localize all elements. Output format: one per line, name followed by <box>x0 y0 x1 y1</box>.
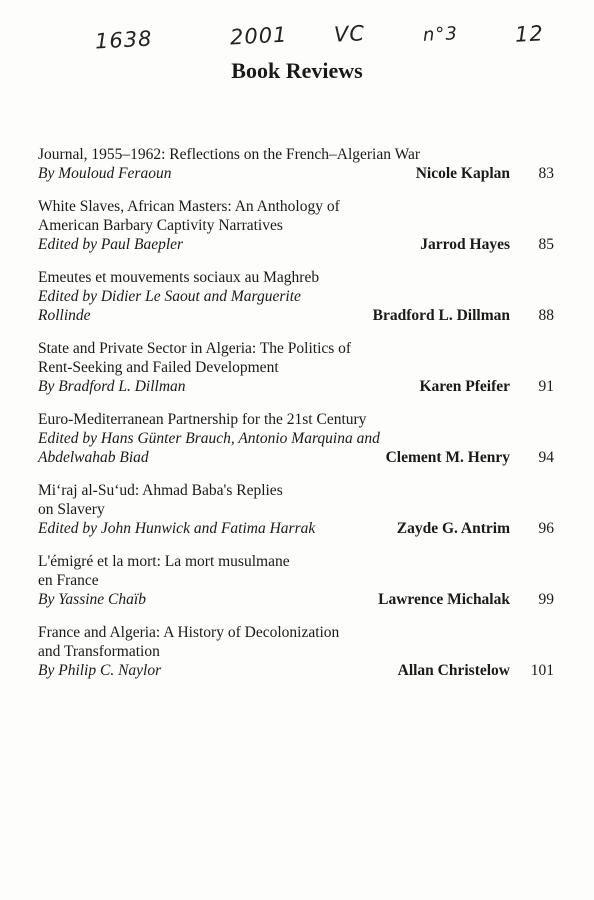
entry-final-line <box>38 235 554 254</box>
entry-final-line <box>38 377 554 396</box>
entry-final-line <box>38 590 554 609</box>
page-heading: Book Reviews <box>231 58 363 83</box>
reviewer-name: Lawrence Michalak <box>378 591 510 608</box>
book-credit-line: Edited by Hans Günter Brauch, Antonio Marquina and <box>38 430 380 447</box>
page-number: 91 <box>538 378 554 395</box>
reviewer-name: Nicole Kaplan <box>415 165 510 182</box>
handwritten-note: 2001 <box>229 22 289 50</box>
book-title-line: en France <box>38 572 99 589</box>
page-number: 99 <box>538 591 554 608</box>
entry-final-line <box>38 306 554 325</box>
page-number: 85 <box>538 236 554 253</box>
entry-final-line <box>38 164 554 183</box>
book-credit-line: Edited by John Hunwick and Fatima Harrak <box>38 520 316 537</box>
book-title-line: Rent-Seeking and Failed Development <box>38 359 279 376</box>
book-credit-line: Rollinde <box>38 307 91 324</box>
review-entry <box>38 552 554 609</box>
handwritten-note: VC <box>333 21 366 47</box>
handwritten-note: 1638 <box>94 26 154 54</box>
book-credit-line: Edited by Paul Baepler <box>38 236 184 253</box>
book-title-line: Journal, 1955–1962: Reflections on the French–Algerian War <box>38 146 421 163</box>
page-number: 88 <box>538 307 554 324</box>
book-title-line: France and Algeria: A History of Decolonization <box>38 624 340 641</box>
review-entry <box>38 197 554 254</box>
review-entry <box>38 623 554 680</box>
book-title-line: White Slaves, African Masters: An Anthology of <box>38 198 340 215</box>
handwritten-note: 12 <box>514 21 545 47</box>
book-credit-line: Abdelwahab Biad <box>38 449 149 466</box>
entry-final-line <box>38 448 554 467</box>
book-title-line: L'émigré et la mort: La mort musulmane <box>38 553 290 570</box>
book-title-line: American Barbary Captivity Narratives <box>38 217 283 234</box>
review-list <box>38 145 554 694</box>
book-title-line: on Slavery <box>38 501 105 518</box>
book-credit-line: By Mouloud Feraoun <box>38 165 172 182</box>
review-entry <box>38 268 554 325</box>
book-title-line: State and Private Sector in Algeria: The Politics of <box>38 340 352 357</box>
handwritten-note: n°3 <box>422 23 459 46</box>
review-entry <box>38 145 554 183</box>
page-number: 101 <box>530 662 554 679</box>
reviewer-name: Zayde G. Antrim <box>396 520 510 537</box>
book-title-line: and Transformation <box>38 643 160 660</box>
page-number: 94 <box>538 449 554 466</box>
entry-final-line <box>38 661 554 680</box>
reviewer-name: Karen Pfeifer <box>419 378 510 395</box>
book-credit-line: By Bradford L. Dillman <box>38 378 186 395</box>
review-entry <box>38 410 554 467</box>
review-entry <box>38 339 554 396</box>
handwritten-annotation <box>0 22 594 62</box>
book-credit-line: By Philip C. Naylor <box>38 662 162 679</box>
review-entry <box>38 481 554 538</box>
entry-final-line <box>38 519 554 538</box>
book-title-line: Euro-Mediterranean Partnership for the 21st Century <box>38 411 367 428</box>
book-title-line: Emeutes et mouvements sociaux au Maghreb <box>38 269 320 286</box>
reviewer-name: Bradford L. Dillman <box>372 307 510 324</box>
reviewer-name: Allan Christelow <box>397 662 510 679</box>
page-number: 83 <box>538 165 554 182</box>
reviewer-name: Jarrod Hayes <box>420 236 510 253</box>
page-number: 96 <box>538 520 554 537</box>
reviewer-name: Clement M. Henry <box>385 449 510 466</box>
book-credit-line: Edited by Didier Le Saout and Marguerite <box>38 288 301 305</box>
book-title-line: Mi‘raj al-Su‘ud: Ahmad Baba's Replies <box>38 482 283 499</box>
book-credit-line: By Yassine Chaïb <box>38 591 146 608</box>
